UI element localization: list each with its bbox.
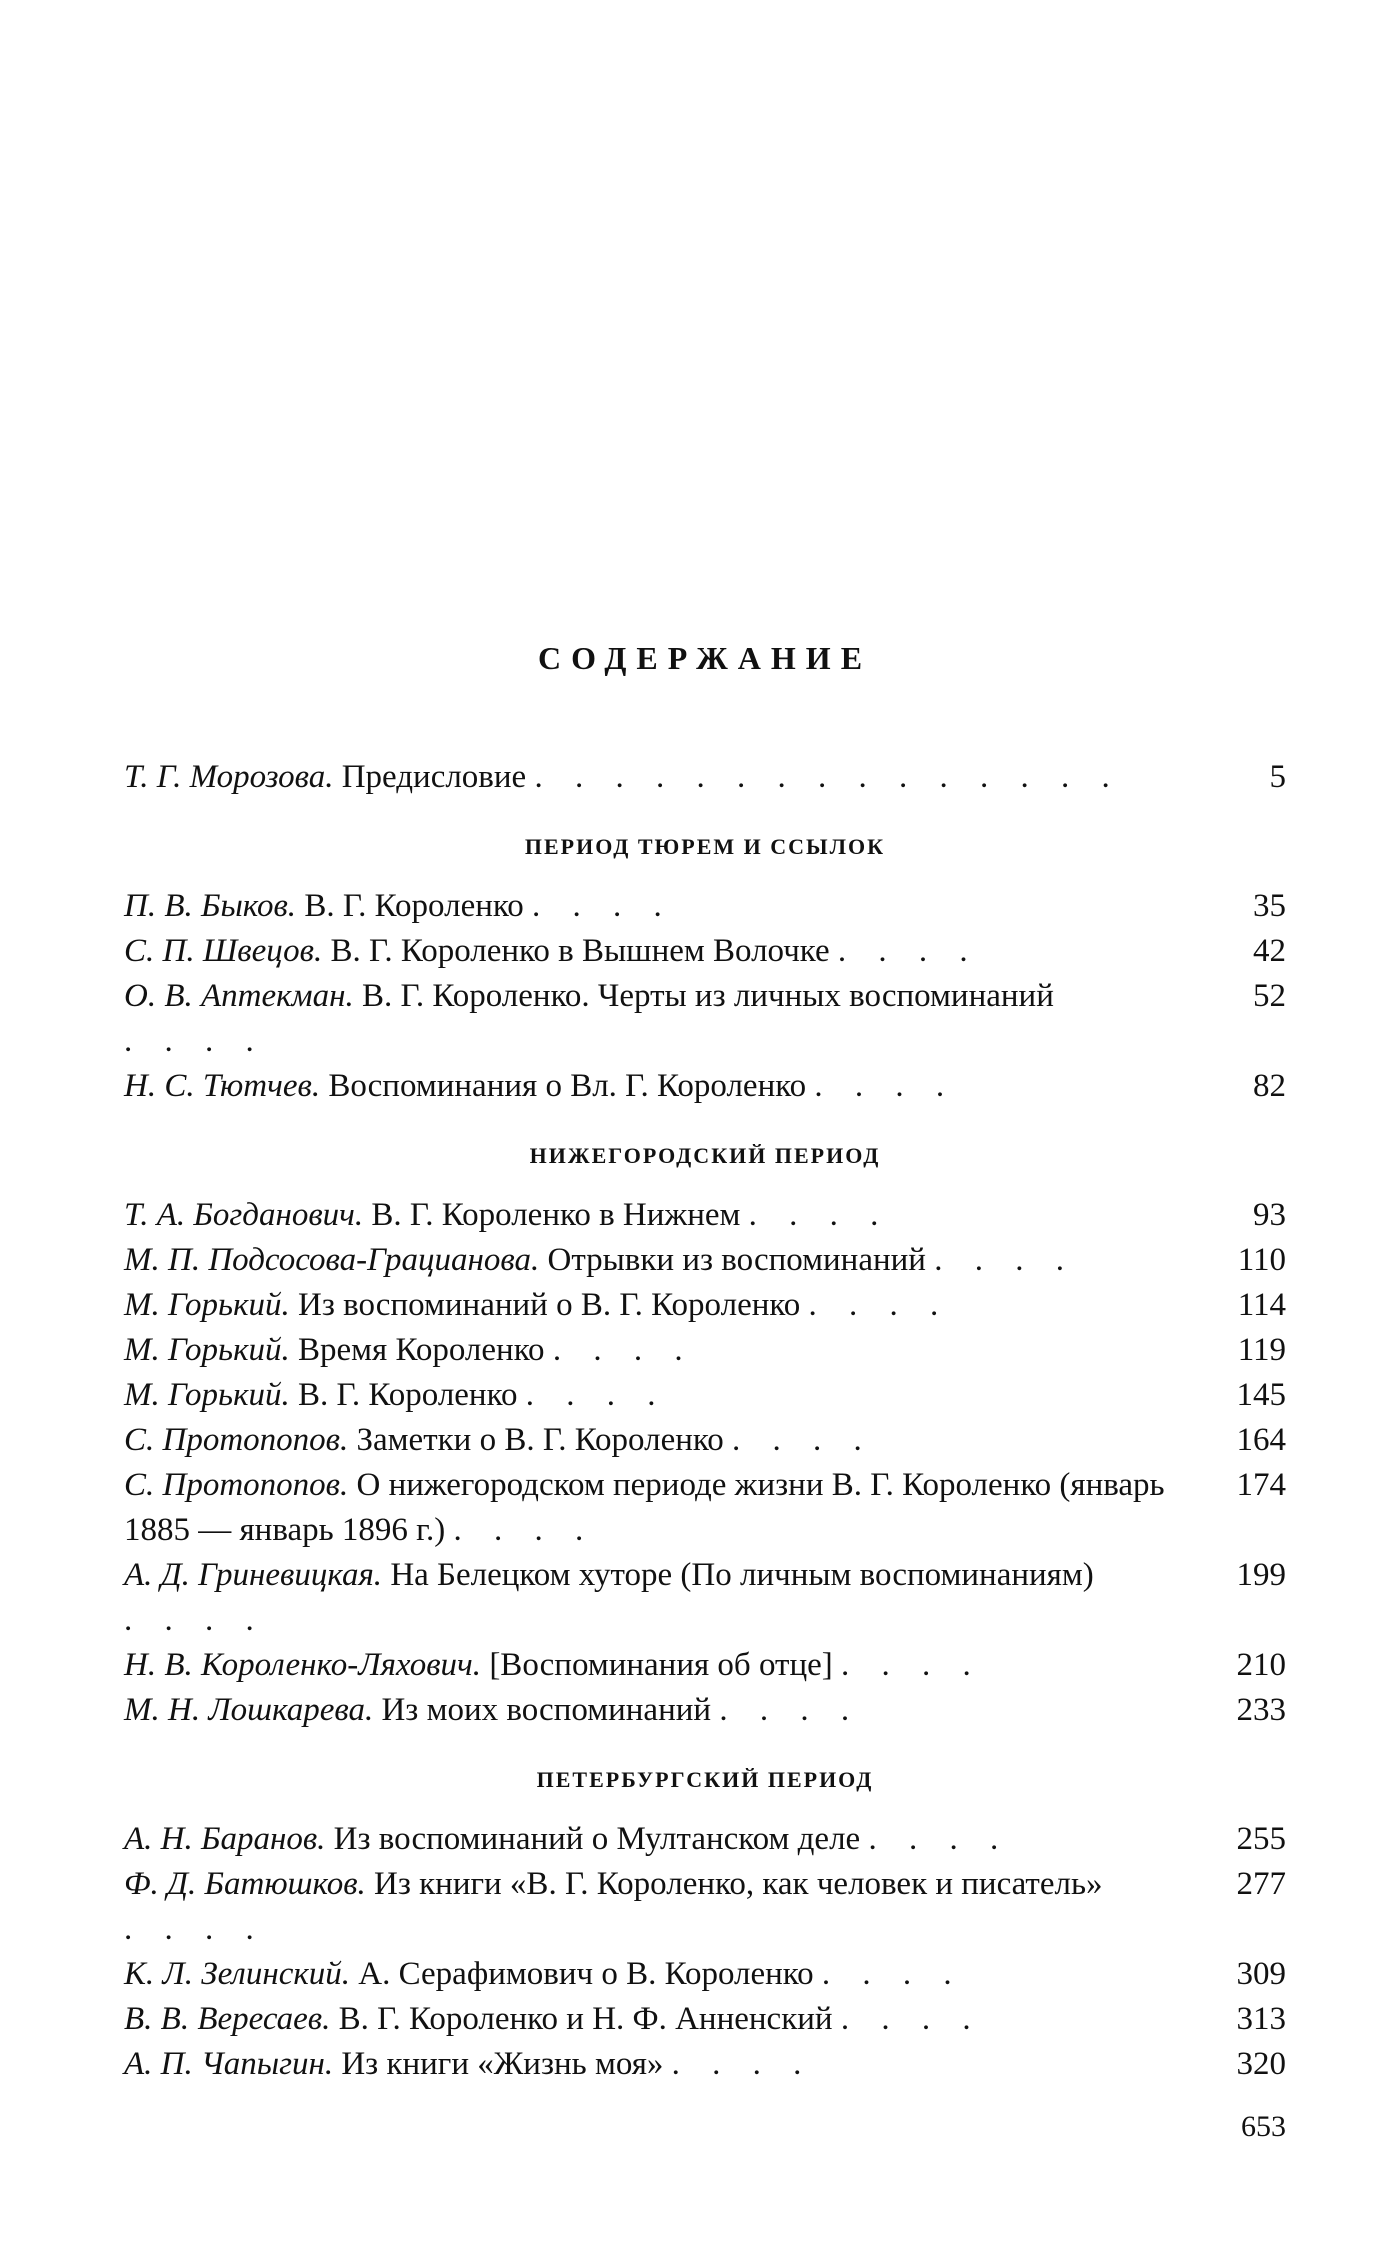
- toc-sections: [124, 834, 1286, 2087]
- toc-title: Заметки о В. Г. Короленко: [356, 1422, 724, 1458]
- toc-page-number: 309: [1236, 1956, 1286, 1992]
- toc-author: М. Горький.: [124, 1287, 290, 1323]
- toc-entry: [124, 884, 1286, 929]
- toc-entry: [124, 1553, 1286, 1643]
- toc-entry: [124, 1238, 1286, 1283]
- toc-entry-intro: [124, 755, 1286, 800]
- toc-entry-text: [124, 1817, 1196, 1862]
- dot-leader: . . . . . . . . . . . . . . .: [534, 759, 1122, 795]
- toc-entry-text: [124, 2042, 1196, 2087]
- dot-leader: . . . .: [934, 1242, 1076, 1278]
- dot-leader: . . . .: [732, 1422, 874, 1458]
- toc-title: [Воспоминания об отце]: [489, 1647, 833, 1683]
- toc-author: С. П. Швецов.: [124, 933, 323, 969]
- dot-leader: . . . .: [840, 2001, 983, 2037]
- toc-entry: [124, 1997, 1286, 2042]
- toc-title: Из книги «Жизнь моя»: [341, 2046, 664, 2082]
- toc-entry-text: [124, 1283, 1196, 1328]
- dot-leader: . . . .: [748, 1197, 891, 1233]
- toc-author: П. В. Быков.: [124, 888, 297, 924]
- toc-author: Н. В. Короленко-Ляхович.: [124, 1647, 482, 1683]
- toc-page-number: 5: [1269, 759, 1286, 795]
- toc-entry-text: [124, 1373, 1196, 1418]
- toc-author: О. В. Аптекман.: [124, 978, 354, 1014]
- dot-leader: . . . .: [552, 1332, 695, 1368]
- toc-entry-text: [124, 1463, 1196, 1553]
- toc-author: Т. А. Богданович.: [124, 1197, 364, 1233]
- toc-author: М. Горький.: [124, 1377, 290, 1413]
- toc-title: В. Г. Короленко в Вышнем Волочке: [330, 933, 830, 969]
- dot-leader: . . . .: [124, 1023, 266, 1059]
- toc-title: Предисловие: [341, 759, 527, 795]
- page-title: СОДЕРЖАНИЕ: [537, 640, 873, 676]
- toc-entry-text: [124, 1952, 1196, 1997]
- toc-page-number: 277: [1236, 1866, 1286, 1902]
- toc-entry: [124, 929, 1286, 974]
- toc-entry-text: [124, 1064, 1196, 1109]
- dot-leader: . . . .: [837, 933, 980, 969]
- toc-entry-text: [124, 1193, 1196, 1238]
- dot-leader: . . . .: [124, 1602, 266, 1638]
- toc-entry: [124, 1373, 1286, 1418]
- toc-title: Из воспоминаний о Мултанском деле: [333, 1821, 861, 1857]
- toc-page-number: 119: [1237, 1332, 1286, 1368]
- toc-page-number: 42: [1253, 933, 1286, 969]
- toc-entry-text: [124, 755, 1196, 800]
- toc-entry-text: [124, 1643, 1196, 1688]
- toc-author: А. Д. Гриневицкая.: [124, 1557, 383, 1593]
- toc-title: Время Короленко: [298, 1332, 545, 1368]
- dot-leader: . . . .: [525, 1377, 668, 1413]
- toc-author: Т. Г. Морозова.: [124, 759, 334, 795]
- toc-title: Из моих воспоминаний: [381, 1692, 712, 1728]
- toc-title: Из книги «В. Г. Короленко, как человек и писатель»: [374, 1866, 1103, 1902]
- toc-page-number: 320: [1236, 2046, 1286, 2082]
- toc-entry-text: [124, 884, 1196, 929]
- dot-leader: . . . .: [124, 1911, 266, 1947]
- dot-leader: . . . .: [532, 888, 674, 924]
- toc-entry: [124, 1463, 1286, 1553]
- toc-title: Воспоминания о Вл. Г. Короленко: [328, 1068, 807, 1104]
- toc-entry: [124, 974, 1286, 1064]
- section-heading: ПЕТЕРБУРГСКИЙ ПЕРИОД: [536, 1767, 874, 1792]
- toc-author: М. Горький.: [124, 1332, 290, 1368]
- toc-page-number: 164: [1236, 1422, 1286, 1458]
- dot-leader: . . . .: [719, 1692, 862, 1728]
- toc-entry-text: [124, 1238, 1196, 1283]
- toc-entry-text: [124, 1418, 1196, 1463]
- toc-title: А. Серафимович о В. Короленко: [358, 1956, 814, 1992]
- toc-author: М. Н. Лошкарева.: [124, 1692, 374, 1728]
- section-heading: НИЖЕГОРОДСКИЙ ПЕРИОД: [529, 1143, 881, 1168]
- toc-entry-text: [124, 929, 1196, 974]
- toc-author: С. Протопопов.: [124, 1422, 349, 1458]
- toc-title: В. Г. Короленко в Нижнем: [371, 1197, 741, 1233]
- toc-entry: [124, 1418, 1286, 1463]
- toc-author: К. Л. Зелинский.: [124, 1956, 351, 1992]
- toc-entry: [124, 1688, 1286, 1733]
- toc-author: А. П. Чапыгин.: [124, 2046, 334, 2082]
- dot-leader: . . . .: [453, 1512, 596, 1548]
- toc-page-number: 174: [1236, 1467, 1286, 1503]
- toc-page-number: 145: [1236, 1377, 1286, 1413]
- toc-author: А. Н. Баранов.: [124, 1821, 326, 1857]
- toc-entry-text: [124, 1688, 1196, 1733]
- section-heading: ПЕРИОД ТЮРЕМ И ССЫЛОК: [524, 834, 886, 859]
- toc-page-number: 210: [1236, 1647, 1286, 1683]
- toc-entry: [124, 2042, 1286, 2087]
- toc-page-number: 110: [1237, 1242, 1286, 1278]
- toc-entry: [124, 1643, 1286, 1688]
- dot-leader: . . . .: [841, 1647, 983, 1683]
- toc-entry: [124, 1064, 1286, 1109]
- dot-leader: . . . .: [814, 1068, 957, 1104]
- toc-entry: [124, 1328, 1286, 1373]
- toc-entry-text: [124, 974, 1196, 1064]
- toc-title: Из воспоминаний о В. Г. Короленко: [298, 1287, 801, 1323]
- toc-title: В. Г. Короленко: [298, 1377, 518, 1413]
- toc-title: О нижегородском периоде жизни В. Г. Короленко (январь 1885 — январь 1896 г.): [124, 1467, 1165, 1548]
- toc-page-number: 93: [1253, 1197, 1286, 1233]
- toc-title: В. Г. Короленко. Черты из личных воспоминаний: [362, 978, 1054, 1014]
- dot-leader: . . . .: [821, 1956, 964, 1992]
- toc-entry-text: [124, 1328, 1196, 1373]
- toc-author: В. В. Вересаев.: [124, 2001, 331, 2037]
- toc-entry: [124, 1193, 1286, 1238]
- toc-author: С. Протопопов.: [124, 1467, 349, 1503]
- toc-page-number: 199: [1236, 1557, 1286, 1593]
- toc-title: В. Г. Короленко и Н. Ф. Анненский: [338, 2001, 833, 2037]
- toc-entry: [124, 1817, 1286, 1862]
- toc-author: М. П. Подсосова-Грацианова.: [124, 1242, 540, 1278]
- toc-title: В. Г. Короленко: [304, 888, 524, 924]
- toc-entry: [124, 1283, 1286, 1328]
- toc-title: На Белецком хуторе (По личным воспоминаниям): [390, 1557, 1094, 1593]
- toc-page-number: 52: [1253, 978, 1286, 1014]
- toc-page-number: 255: [1236, 1821, 1286, 1857]
- toc-entry-text: [124, 1553, 1196, 1643]
- toc-page-number: 313: [1236, 2001, 1286, 2037]
- toc-entry: [124, 1862, 1286, 1952]
- toc-page-number: 233: [1236, 1692, 1286, 1728]
- table-of-contents: [124, 640, 1286, 2087]
- toc-title: Отрывки из воспоминаний: [547, 1242, 926, 1278]
- toc-author: Н. С. Тютчев.: [124, 1068, 321, 1104]
- toc-page-number: 82: [1253, 1068, 1286, 1104]
- toc-entry-text: [124, 1862, 1196, 1952]
- dot-leader: . . . .: [671, 2046, 814, 2082]
- dot-leader: . . . .: [808, 1287, 951, 1323]
- toc-author: Ф. Д. Батюшков.: [124, 1866, 366, 1902]
- page-number-folio: 653: [1241, 2110, 1286, 2143]
- toc-page-number: 114: [1237, 1287, 1286, 1323]
- toc-page-number: 35: [1253, 888, 1286, 924]
- dot-leader: . . . .: [868, 1821, 1011, 1857]
- toc-entry-text: [124, 1997, 1196, 2042]
- toc-entry: [124, 1952, 1286, 1997]
